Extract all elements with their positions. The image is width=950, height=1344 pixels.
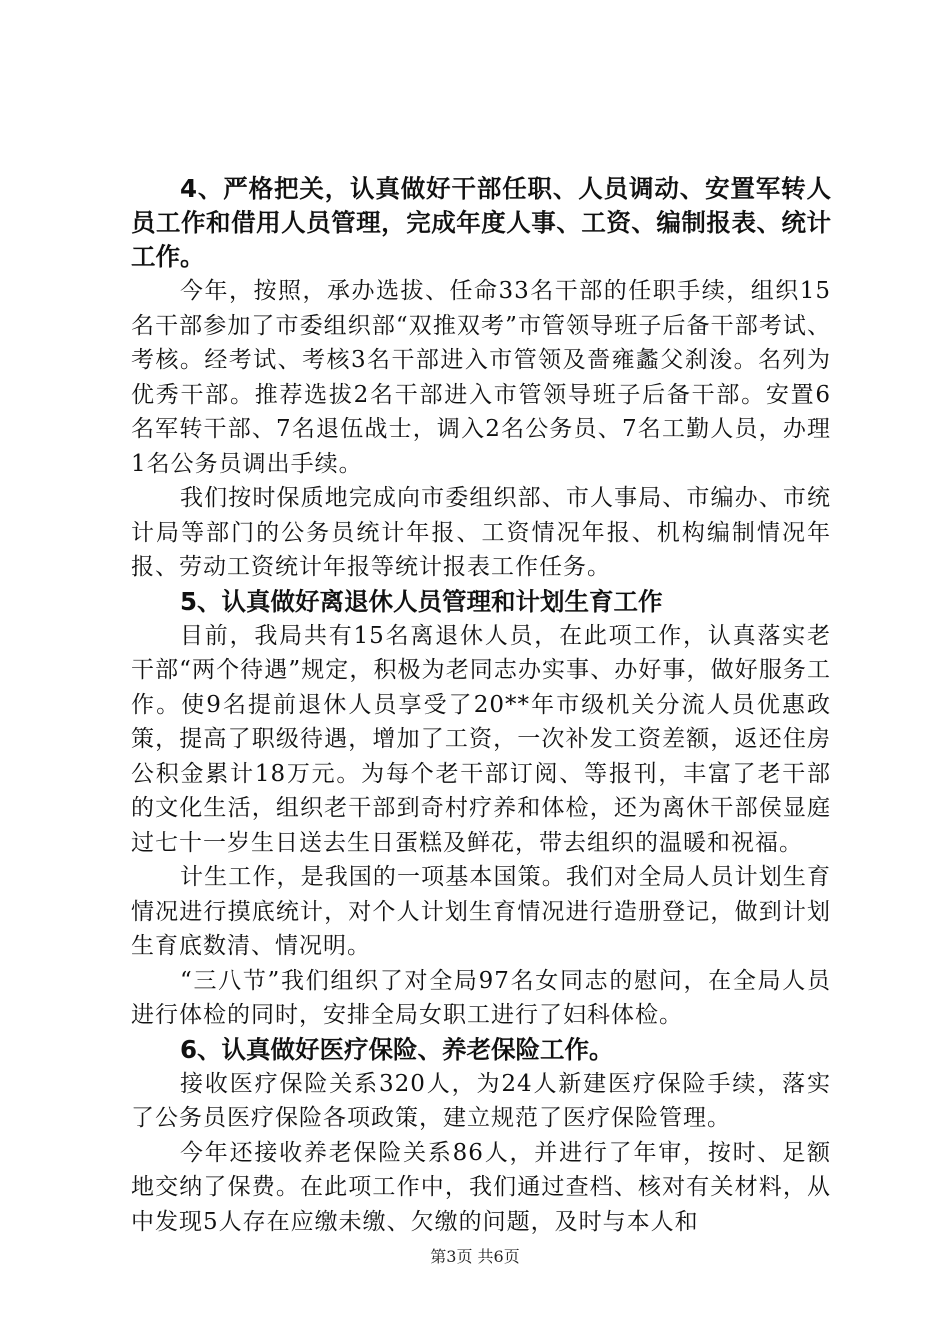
page-number-footer: 第3页 共6页	[430, 1247, 520, 1266]
paragraph-womens-day: “三八节”我们组织了对全局97名女同志的慰问，在全局人员进行体检的同时，安排全局女职工进行了妇科体检。	[131, 967, 831, 1028]
paragraph-family-planning: 计生工作，是我国的一项基本国策。我们对全局人员计划生育情况进行摸底统计，对个人计划生育情况进行造册登记，做到计划生育底数清、情况明。	[131, 864, 831, 959]
section-heading-5: 5、认真做好离退休人员管理和计划生育工作	[180, 586, 663, 616]
paragraph-pension-insurance: 今年还接收养老保险关系86人，并进行了年审，按时、足额地交纳了保费。在此项工作中，我们通过查档、核对有关材料，从中发现5人存在应缴未缴、欠缴的问题，及时与本人和	[131, 1139, 831, 1235]
paragraph-statistical-reports: 我们按时保质地完成向市委组织部、市人事局、市编办、市统计局等部门的公务员统计年报、工资情况年报、机构编制情况年报、劳动工资统计年报等统计报表工作任务。	[131, 485, 831, 580]
section-heading-4: 4、严格把关，认真做好干部任职、人员调动、安置军转人员工作和借用人员管理，完成年度人事、工资、编制报表、统计工作。	[131, 174, 831, 271]
document-body	[131, 172, 831, 1239]
paragraph-cadre-appointments: 今年，按照，承办选拔、任命33名干部的任职手续，组织15名干部参加了市委组织部“双推双考”市管领导班子后备干部考试、考核。经考试、考核3名干部进入市管领及嗇雍蠡父刹浚。名列为优秀干部。推荐选拔2名干部进入市管领导班子后备干部。安置6名军转干部、7名退伍战士，调入2名公务员、7名工勤人员，办理1名公务员调出手续。	[131, 278, 831, 477]
paragraph-medical-insurance: 接收医疗保险关系320人，为24人新建医疗保险手续，落实了公务员医疗保险各项政策，建立规范了医疗保险管理。	[131, 1070, 831, 1131]
section-heading-6: 6、认真做好医疗保险、养老保险工作。	[180, 1034, 614, 1064]
paragraph-retirees: 目前，我局共有15名离退休人员，在此项工作，认真落实老干部“两个待遇”规定，积极为老同志办实事、办好事，做好服务工作。使9名提前退休人员享受了20**年市级机关分流人员优惠政策，提高了职级待遇，增加了工资，一次补发工资差额，返还住房公积金累计18万元。为每个老干部订阅、等报刊，丰富了老干部的文化生活，组织老干部到奇村疗养和体检，还为离休干部侯显庭过七十一岁生日送去生日蛋糕及鲜花，带去组织的温暖和祝福。	[131, 622, 831, 856]
